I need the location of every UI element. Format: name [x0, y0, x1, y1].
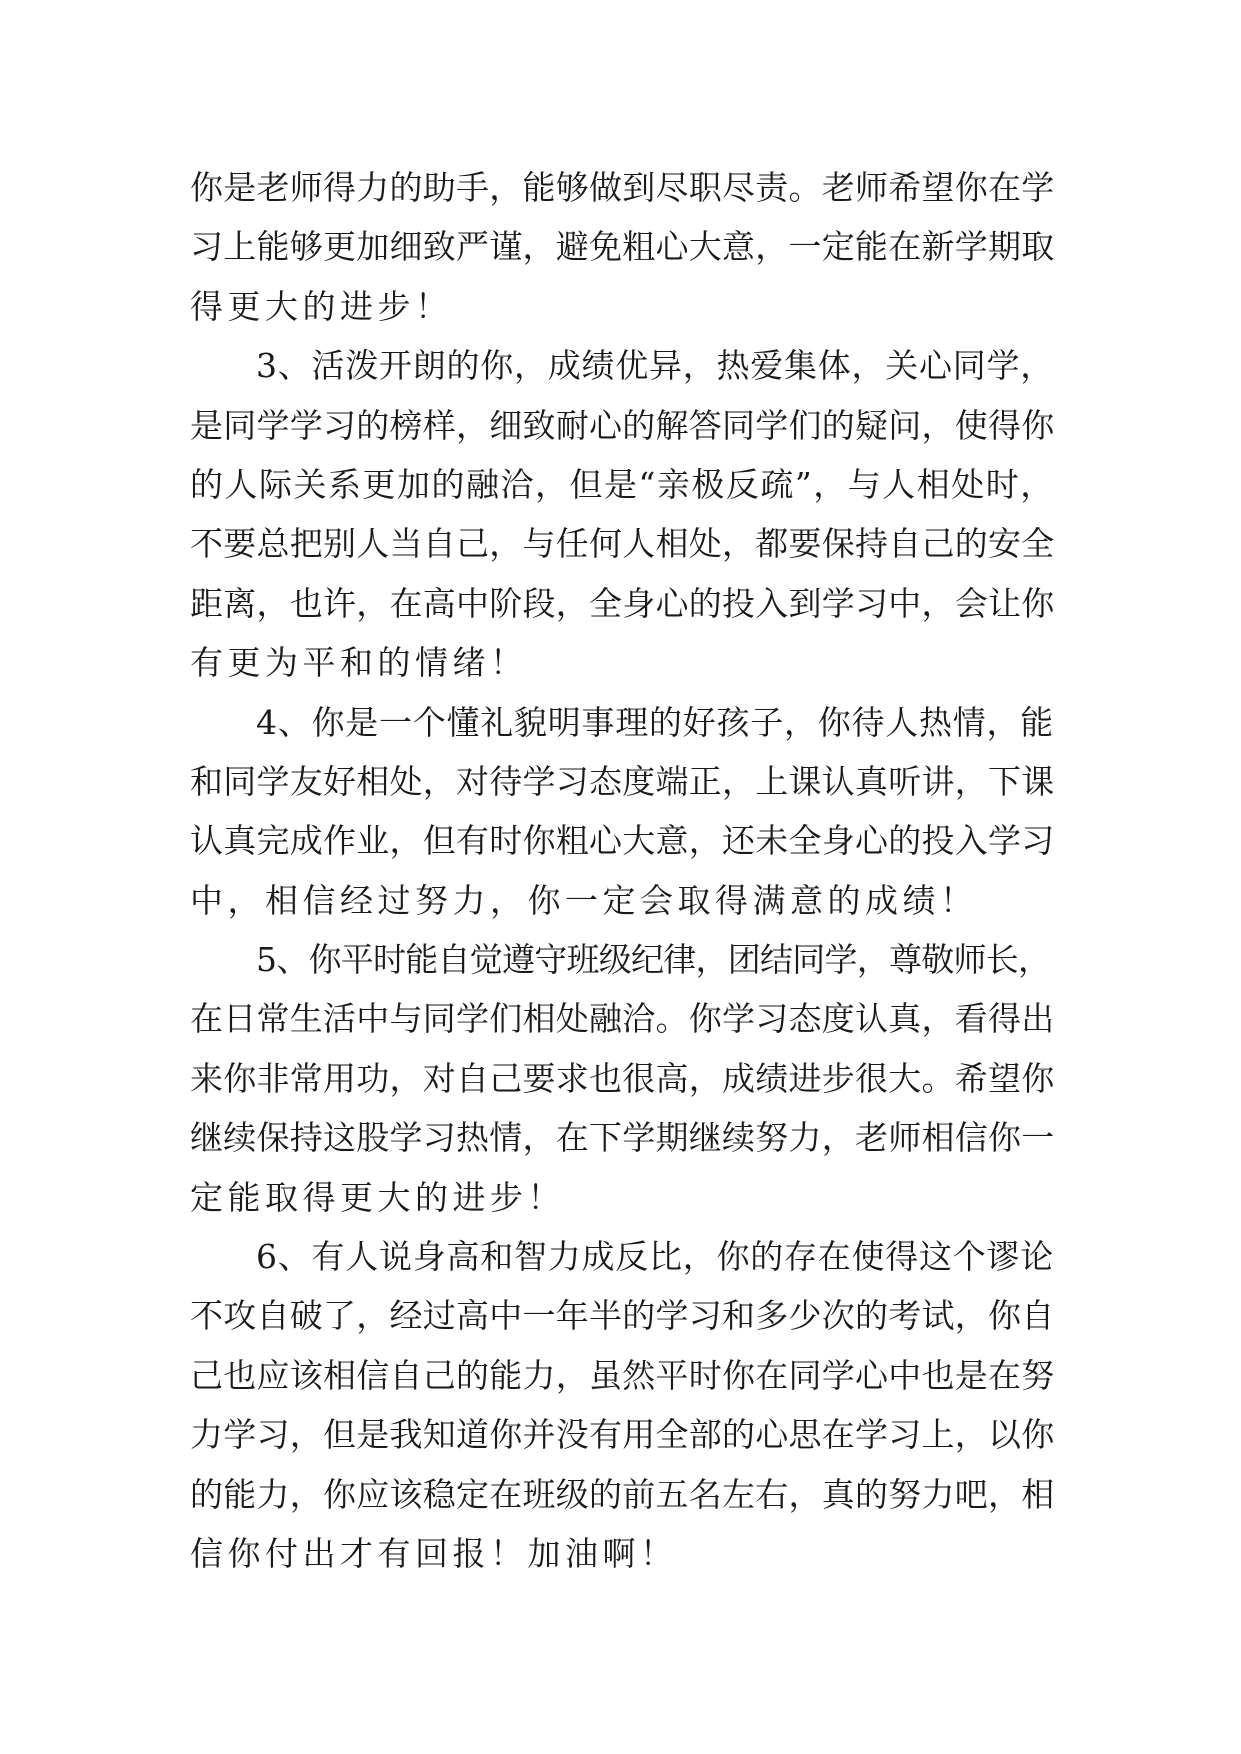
- text-line: 不攻自破了，经过高中一年半的学习和多少次的考试，你自: [190, 1296, 1055, 1336]
- paragraph-6-first-line: 6、有人说身高和智力成反比，你的存在使得这个谬论: [256, 1237, 1054, 1277]
- text-line: 和同学友好相处，对待学习态度端正，上课认真听讲，下课: [190, 761, 1055, 801]
- text-line: 习上能够更加细致严谨，避免粗心大意，一定能在新学期取: [190, 227, 1055, 267]
- text-line: 的能力，你应该稳定在班级的前五名左右，真的努力吧，相: [190, 1474, 1055, 1514]
- document-body: [190, 158, 1056, 1583]
- text-line: 你是老师得力的助手，能够做到尽职尽责。老师希望你在学: [190, 168, 1055, 207]
- text-line: 继续保持这股学习热情，在下学期继续努力，老师相信你一: [190, 1118, 1055, 1158]
- text-line: 定能取得更大的进步！: [190, 1177, 565, 1217]
- text-line: 不要总把别人当自己，与任何人相处，都要保持自己的安全: [190, 524, 1055, 564]
- paragraph-5-first-line: 5、你平时能自觉遵守班级纪律，团结同学，尊敬师长，: [256, 940, 1051, 980]
- text-line: 在日常生活中与同学们相处融洽。你学习态度认真，看得出: [190, 999, 1055, 1039]
- text-line: 的人际关系更加的融洽，但是“亲极反疏”，与人相处时，: [190, 464, 1055, 504]
- text-line: 是同学学习的榜样，细致耐心的解答同学们的疑问，使得你: [190, 405, 1055, 445]
- paragraph-3-first-line: 3、活泼开朗的你，成绩优异，热爱集体，关心同学，: [256, 346, 1054, 386]
- text-line: 己也应该相信自己的能力，虽然平时你在同学心中也是在努: [190, 1355, 1055, 1395]
- text-line: 中，相信经过努力，你一定会取得满意的成绩！: [190, 880, 978, 920]
- text-line: 得更大的进步！: [190, 286, 453, 326]
- text-line: 来你非常用功，对自己要求也很高，成绩进步很大。希望你: [190, 1058, 1055, 1098]
- text-line: 力学习，但是我知道你并没有用全部的心思在学习上，以你: [190, 1415, 1055, 1455]
- text-line: 认真完成作业，但有时你粗心大意，还未全身心的投入学习: [190, 821, 1055, 861]
- paragraph-4-first-line: 4、你是一个懂礼貌明事理的好孩子，你待人热情，能: [256, 702, 1054, 742]
- text-line: 距离，也许，在高中阶段，全身心的投入到学习中，会让你: [190, 583, 1055, 623]
- text-line: 信你付出才有回报！加油啊！: [190, 1533, 678, 1573]
- text-line: 有更为平和的情绪！: [190, 643, 528, 683]
